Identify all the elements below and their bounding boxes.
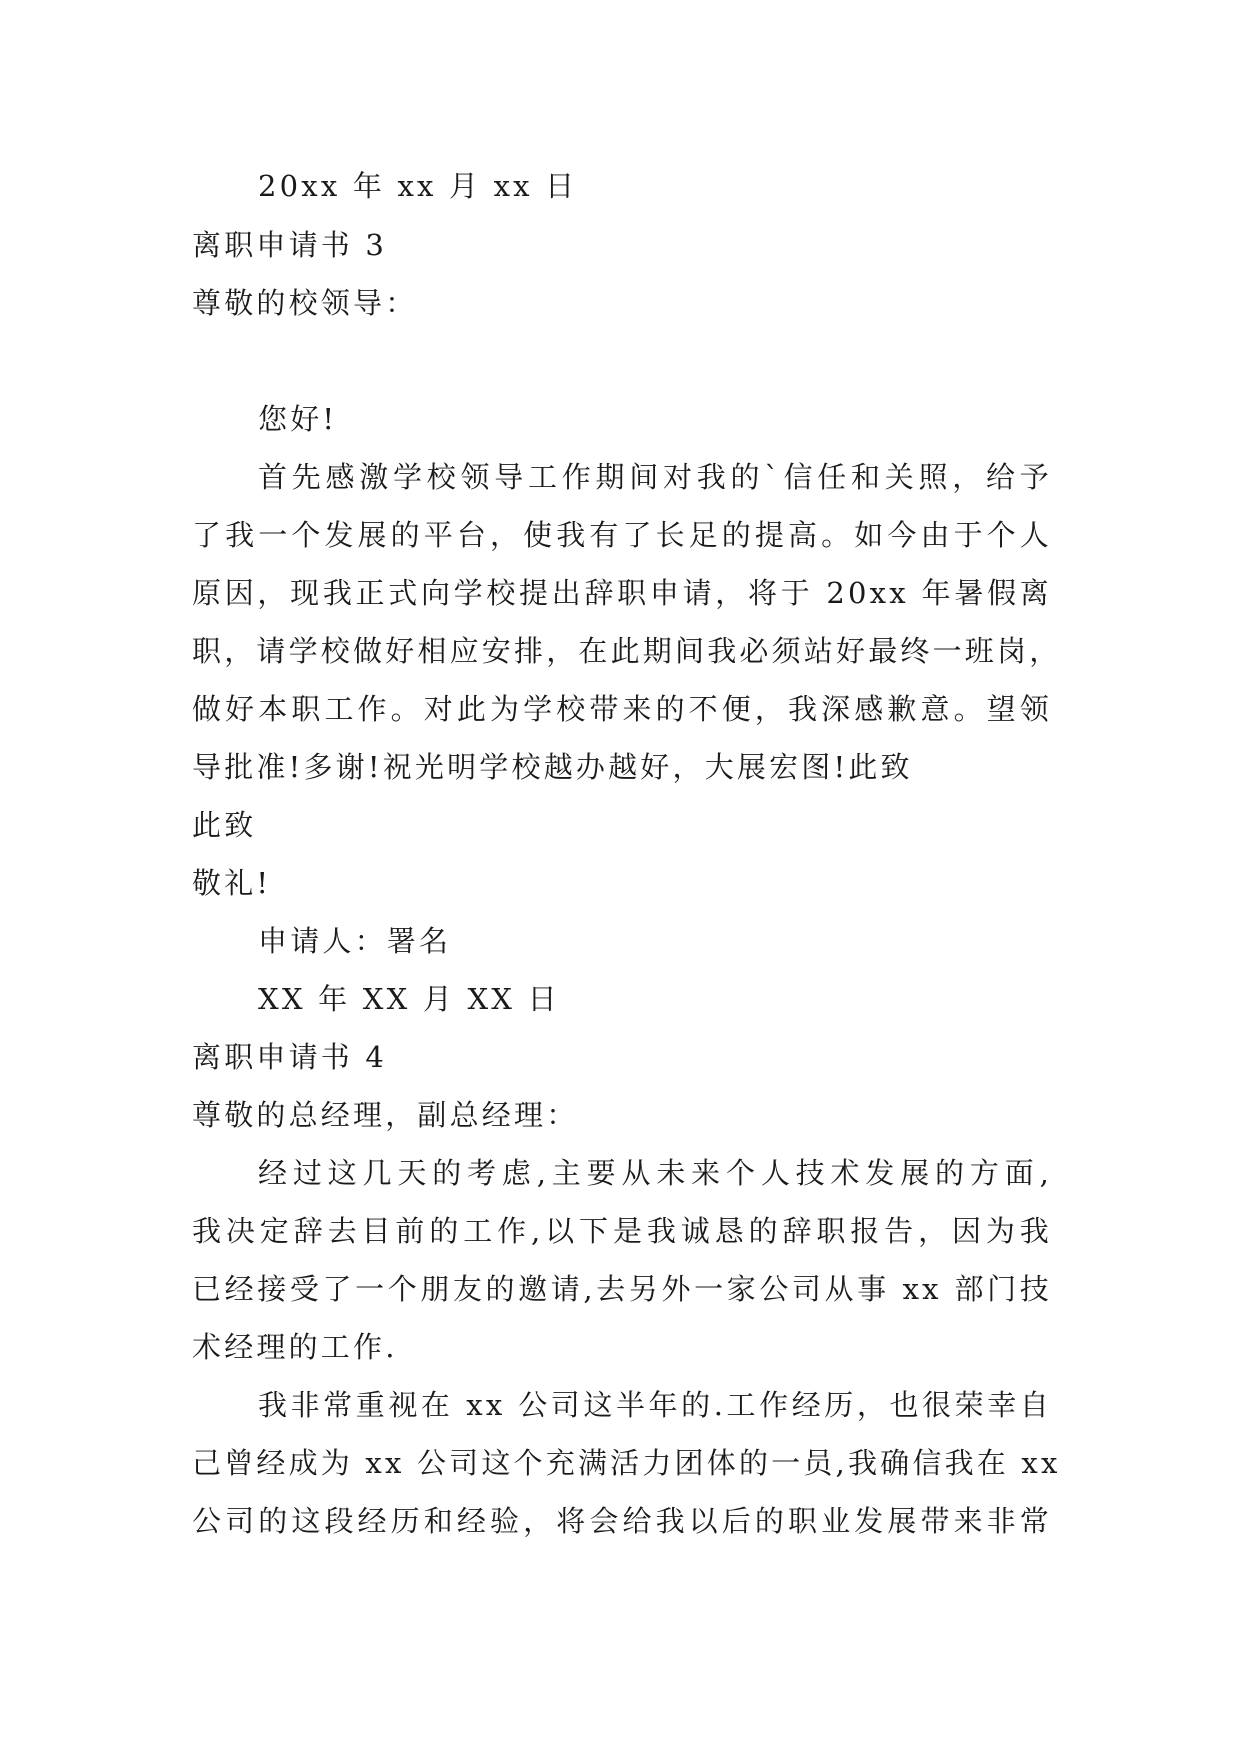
- paragraph-line: 经过这几天的考虑,主要从未来个人技术发展的方面,: [258, 1156, 1052, 1190]
- paragraph-line: 导批准!多谢!祝光明学校越办越好，大展宏图!此致: [192, 750, 913, 784]
- salutation: 尊敬的总经理，副总经理：: [192, 1098, 579, 1132]
- closing-line: 此致: [192, 808, 257, 842]
- date-line: 20xx 年 xx 月 xx 日: [258, 169, 578, 203]
- closing-regards: 敬礼!: [192, 866, 272, 900]
- paragraph-line: 原因，现我正式向学校提出辞职申请，将于 20xx 年暑假离: [192, 576, 1052, 610]
- salutation: 尊敬的校领导：: [192, 286, 418, 320]
- greeting: 您好!: [258, 402, 338, 436]
- section-heading-3: 离职申请书 3: [192, 228, 388, 262]
- paragraph-line: 我决定辞去目前的工作,以下是我诚恳的辞职报告，因为我: [192, 1214, 1052, 1248]
- paragraph-line: 做好本职工作。对此为学校带来的不便，我深感歉意。望领: [192, 692, 1052, 726]
- section-heading-4: 离职申请书 4: [192, 1040, 388, 1074]
- paragraph-line: 首先感激学校领导工作期间对我的`信任和关照，给予: [258, 460, 1052, 494]
- paragraph-line: 己曾经成为 xx 公司这个充满活力团体的一员,我确信我在 xx: [192, 1446, 1061, 1480]
- paragraph-line: 职，请学校做好相应安排，在此期间我必须站好最终一班岗，: [192, 634, 1062, 668]
- paragraph-line: 公司的这段经历和经验，将会给我以后的职业发展带来非常: [192, 1504, 1052, 1538]
- paragraph-line: 了我一个发展的平台，使我有了长足的提高。如今由于个人: [192, 518, 1052, 552]
- paragraph-line: 术经理的工作.: [192, 1330, 398, 1364]
- paragraph-line: 我非常重视在 xx 公司这半年的.工作经历，也很荣幸自: [258, 1388, 1052, 1422]
- applicant-signature: 申请人：署名: [258, 924, 452, 958]
- paragraph-line: 已经接受了一个朋友的邀请,去另外一家公司从事 xx 部门技: [192, 1272, 1052, 1306]
- date-line: XX 年 XX 月 XX 日: [258, 982, 560, 1016]
